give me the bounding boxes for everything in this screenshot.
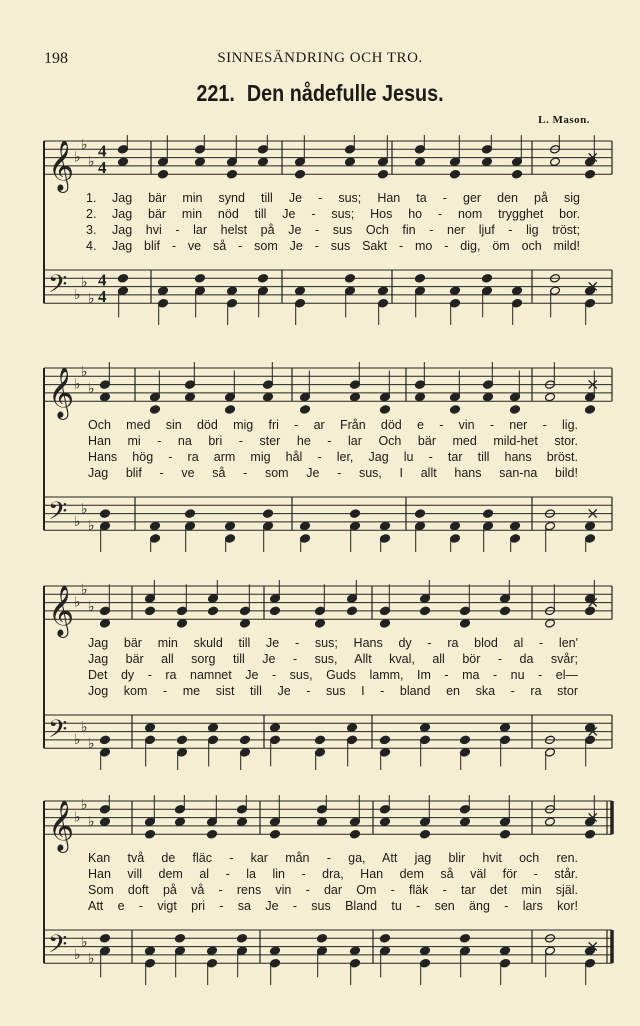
note-head (258, 274, 269, 284)
note-head (315, 619, 326, 629)
lyric-text: Jag bär min nöd till Je - sus; Hos ho - nom trygghet bor. (112, 207, 580, 221)
note-head (118, 157, 129, 167)
note-head (420, 946, 431, 956)
lyric-line (0, 898, 640, 914)
flat-icon: ♭ (74, 946, 81, 963)
note-head (378, 286, 389, 296)
flat-icon: ♭ (88, 951, 95, 968)
treble-clef-icon: 𝄞 (48, 367, 75, 419)
rest-icon: × (586, 276, 600, 296)
lyric-line (0, 882, 640, 898)
note-head (270, 829, 281, 839)
note-head (460, 619, 471, 629)
note-head (450, 286, 461, 296)
treble-staff (44, 135, 612, 193)
note-head (585, 521, 596, 531)
lyric-line (0, 465, 640, 481)
note-head (240, 619, 251, 629)
note-head (460, 735, 471, 745)
note-head (483, 392, 494, 402)
note-head (145, 829, 156, 839)
note-head (460, 817, 471, 827)
note-head (500, 829, 511, 839)
treble-staff (44, 362, 612, 420)
bass-clef-icon: 𝄢 (48, 497, 68, 533)
note-head (545, 392, 556, 402)
note-head (118, 274, 129, 284)
note-head (500, 946, 511, 956)
lyric-line (0, 222, 640, 238)
lyric-text: Jag blif - ve så - som Je - sus, I allt hans san-na bild! (88, 466, 578, 480)
note-head (380, 619, 391, 629)
bass-clef-icon: 𝄢 (48, 715, 68, 751)
lyric-line (0, 417, 640, 433)
note-head (345, 274, 356, 284)
note-head (240, 735, 251, 745)
note-head (270, 946, 281, 956)
note-head (483, 509, 494, 519)
treble-clef-icon: 𝄞 (48, 800, 75, 852)
hymn-heading (45, 80, 595, 107)
note-head (415, 157, 426, 167)
rest-icon: × (586, 936, 600, 956)
note-head (450, 169, 461, 179)
note-head (100, 735, 111, 745)
lyric-text: Jag bär min skuld till Je - sus; Hans dy - ra blod al - len' (88, 636, 578, 650)
note-head (545, 817, 556, 827)
note-head (380, 817, 391, 827)
time-signature: 4 (98, 158, 107, 178)
lyric-text: Och med sin död mig fri - ar Från död e - vin - ner - lig. (88, 418, 578, 432)
flat-icon: ♭ (74, 809, 81, 826)
verse-number: 2. (86, 207, 97, 221)
lyric-text: Jag blif - ve så - som Je - sus Sakt - mo - dig, öm och mild! (112, 239, 580, 253)
lyric-line (0, 206, 640, 222)
flat-icon: ♭ (74, 594, 81, 611)
lyric-text: Jag bär all sorg till Je - sus, Allt kval, all bör - da svår; (88, 652, 578, 666)
note-head (420, 829, 431, 839)
running-head: SINNESÄNDRING OCH TRO. (217, 50, 423, 66)
verse-number: 3. (86, 223, 97, 237)
treble-staff (44, 580, 612, 638)
note-head (450, 405, 461, 415)
flat-icon: ♭ (88, 598, 95, 615)
note-head (510, 405, 521, 415)
flat-icon: ♭ (81, 934, 88, 951)
note-head (263, 509, 274, 519)
rest-icon: × (586, 374, 600, 394)
lyric-line (0, 449, 640, 465)
note-head (500, 723, 511, 733)
note-head (237, 934, 248, 944)
note-head (177, 735, 188, 745)
rest-icon: × (586, 807, 600, 827)
flat-icon: ♭ (81, 364, 88, 381)
note-head (550, 157, 561, 167)
rest-icon: × (586, 592, 600, 612)
lyric-text: Han mi - na bri - ster he - lar Och bär med mild-het stor. (88, 434, 578, 448)
note-head (350, 829, 361, 839)
note-head (482, 274, 493, 284)
note-head (347, 606, 358, 616)
note-head (317, 817, 328, 827)
bass-clef-icon: 𝄢 (48, 930, 68, 966)
note-head (227, 169, 238, 179)
note-head (585, 829, 596, 839)
note-head (150, 521, 161, 531)
note-head (100, 509, 111, 519)
hymn-number: 221. (196, 80, 235, 106)
composer: L. Mason. (538, 114, 590, 126)
note-head (177, 619, 188, 629)
flat-icon: ♭ (74, 731, 81, 748)
lyric-text: Kan två de fläc - kar mån - ga, Att jag blir hvit och ren. (88, 851, 578, 865)
time-signature: 4 (98, 270, 107, 290)
flat-icon: ♭ (81, 797, 88, 814)
flat-icon: ♭ (88, 153, 95, 170)
note-head (350, 946, 361, 956)
bass-staff (44, 930, 612, 985)
note-head (500, 606, 511, 616)
lyric-text: Jag bär min synd till Je - sus; Han ta - ger den på sig (112, 191, 580, 205)
lyric-line (0, 190, 640, 206)
lyric-text: Jag hvi - lar helst på Je - sus Och fin - ner ljuf - lig tröst; (112, 223, 580, 237)
note-head (258, 157, 269, 167)
note-head (150, 405, 161, 415)
flat-icon: ♭ (81, 582, 88, 599)
note-head (225, 521, 236, 531)
note-head (460, 934, 471, 944)
note-head (380, 405, 391, 415)
note-head (420, 606, 431, 616)
flat-icon: ♭ (88, 736, 95, 753)
flat-icon: ♭ (81, 137, 88, 154)
note-head (263, 392, 274, 402)
note-head (420, 723, 431, 733)
note-head (415, 392, 426, 402)
note-head (512, 169, 523, 179)
note-head (195, 157, 206, 167)
note-head (208, 723, 219, 733)
note-head (145, 946, 156, 956)
music-system (0, 580, 640, 770)
hymn-title: Den nådefulle Jesus. (246, 80, 444, 106)
rest-icon: × (586, 721, 600, 741)
lyric-line (0, 850, 640, 866)
note-head (185, 392, 196, 402)
music-system (0, 795, 640, 985)
note-head (295, 286, 306, 296)
note-head (317, 934, 328, 944)
flat-icon: ♭ (81, 719, 88, 736)
note-head (207, 829, 218, 839)
flat-icon: ♭ (81, 501, 88, 518)
note-head (175, 817, 186, 827)
note-head (315, 735, 326, 745)
note-head (227, 286, 238, 296)
note-head (158, 286, 169, 296)
note-head (100, 934, 111, 944)
note-head (380, 735, 391, 745)
lyric-line (0, 433, 640, 449)
note-head (415, 509, 426, 519)
note-head (300, 521, 311, 531)
bass-staff (44, 715, 612, 770)
note-head (545, 619, 556, 629)
note-head (585, 169, 596, 179)
note-head (145, 723, 156, 733)
page-number: 198 (44, 50, 68, 67)
lyric-text: Som doft på vå - rens vin - dar Om - fläk - tar det min själ. (88, 883, 578, 897)
flat-icon: ♭ (88, 291, 95, 308)
bass-staff (44, 497, 612, 552)
lyric-text: Han vill dem al - la lin - dra, Han dem så väl för - står. (88, 867, 578, 881)
flat-icon: ♭ (88, 380, 95, 397)
note-head (158, 169, 169, 179)
note-head (100, 619, 111, 629)
note-head (100, 392, 111, 402)
verse-number: 4. (86, 239, 97, 253)
lyric-text: Det dy - ra namnet Je - sus, Guds lamm, Im - ma - nu - el— (88, 668, 578, 682)
lyric-line (0, 683, 640, 699)
note-head (345, 157, 356, 167)
note-head (585, 405, 596, 415)
flat-icon: ♭ (74, 149, 81, 166)
treble-clef-icon: 𝄞 (48, 140, 75, 192)
flat-icon: ♭ (88, 813, 95, 830)
time-signature: 4 (98, 287, 107, 307)
flat-icon: ♭ (88, 518, 95, 535)
bass-clef-icon: 𝄢 (48, 270, 68, 306)
flat-icon: ♭ (74, 286, 81, 303)
treble-staff (44, 795, 612, 853)
note-head (100, 817, 111, 827)
music-system (0, 362, 640, 552)
lyric-line (0, 635, 640, 651)
rest-icon: × (586, 503, 600, 523)
note-head (380, 934, 391, 944)
note-head (270, 723, 281, 733)
lyric-line (0, 651, 640, 667)
rest-icon: × (586, 147, 600, 167)
note-head (350, 509, 361, 519)
note-head (450, 521, 461, 531)
note-head (347, 723, 358, 733)
flat-icon: ♭ (74, 513, 81, 530)
time-signature: 4 (98, 141, 107, 161)
note-head (225, 405, 236, 415)
lyric-line (0, 667, 640, 683)
lyric-text: Att e - vigt pri - sa Je - sus Bland tu - sen äng - lars kor! (88, 899, 578, 913)
note-head (185, 509, 196, 519)
verse-number: 1. (86, 191, 97, 205)
note-head (482, 157, 493, 167)
note-head (208, 606, 219, 616)
flat-icon: ♭ (81, 274, 88, 291)
flat-icon: ♭ (74, 376, 81, 393)
treble-clef-icon: 𝄞 (48, 585, 75, 637)
note-head (415, 274, 426, 284)
note-head (380, 521, 391, 531)
note-head (270, 606, 281, 616)
note-head (237, 817, 248, 827)
lyric-line (0, 866, 640, 882)
note-head (207, 946, 218, 956)
lyric-text: Jog kom - me sist till Je - sus I - bland en ska - ra stor (88, 684, 578, 698)
note-head (195, 274, 206, 284)
music-system (0, 135, 640, 325)
note-head (295, 169, 306, 179)
note-head (350, 392, 361, 402)
lyric-line (0, 238, 640, 254)
note-head (300, 405, 311, 415)
lyric-text: Hans hög - ra arm mig hål - ler, Jag lu - tar till hans bröst. (88, 450, 578, 464)
note-head (510, 521, 521, 531)
note-head (512, 286, 523, 296)
note-head (145, 606, 156, 616)
note-head (378, 169, 389, 179)
bass-staff (44, 270, 612, 325)
note-head (175, 934, 186, 944)
